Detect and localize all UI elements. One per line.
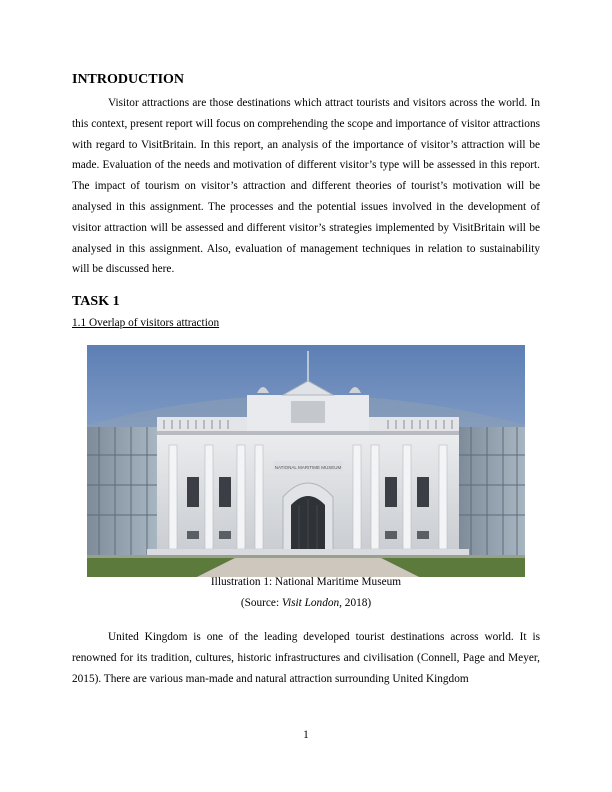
figure-source	[72, 597, 540, 609]
figure-source-suffix: , 2018)	[339, 597, 372, 609]
task1-subheading: 1.1 Overlap of visitors attraction	[72, 317, 220, 329]
page-number: 1	[303, 729, 309, 741]
figure-source-name: Visit London	[281, 597, 340, 609]
introduction-heading: INTRODUCTION	[72, 72, 185, 87]
figure-source-prefix: (Source:	[240, 597, 282, 609]
museum-sign-text: NATIONAL MARITIME MUSEUM	[274, 465, 342, 470]
task1-heading: TASK 1	[72, 294, 120, 309]
task1-paragraph: United Kingdom is one of the leading developed tourist destinations across world. It is renowned for its tradition, cultures, historic infrastructures and civilisation (Connell, Page and Meyer, 2015). There are various man-made and natural attraction surrounding United Kingdom	[72, 631, 540, 685]
figure-caption: Illustration 1: National Maritime Museum	[210, 576, 402, 588]
museum-photo	[87, 345, 525, 577]
introduction-paragraph: Visitor attractions are those destinations which attract tourists and visitors across the world. In this context, present report will focus on comprehending the scope and importance of visitor attractions with regard to VisitBritain. In this report, an analysis of the importance of visitor’s attraction will be made. Evaluation of the needs and motivation of different visitor’s type will be assessed in this report. The impact of tourism on visitor’s attraction and different theories of tourist’s motivation will be analysed in this assignment. The processes and the potential issues involved in the development of visitor attraction will be assessed and different visitor’s strategies implemented by VisitBritain will be analysed in this assignment. Also, evaluation of management techniques in relation to sustainability will be discussed here.	[72, 97, 540, 276]
